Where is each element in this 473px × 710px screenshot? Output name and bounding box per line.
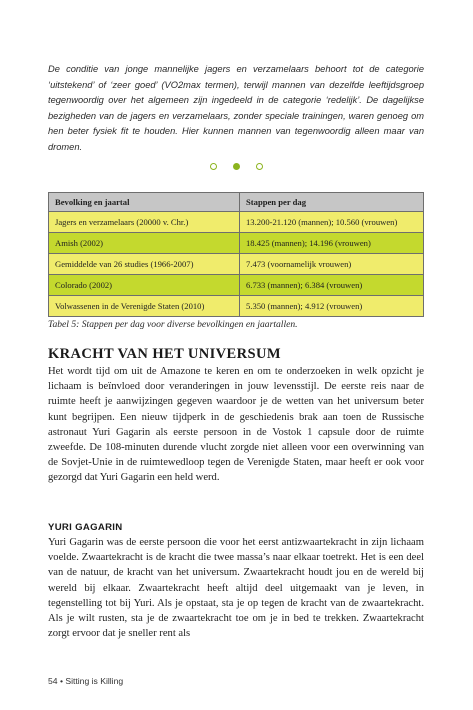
section-body: Het wordt tijd om uit de Amazone te keren en om te onderzoeken in welk opzicht je lichaam is beïnvloed door veranderingen in jouw levensstijl. De eerste reis naar de ruimte heeft je aanwijzingen gegeven waardoor je de wetten van het universum beter kunt begrijpen. Een nieuw tijdperk in de geschiedenis brak aan toen de Russische astronaut Yuri Gagarin als eerste persoon in de Vostok 1 capsule door de ruimte zweefde. De 108-minuten durende vlucht zorgde niet alleen voor een overwinning van de Sovjet-Unie in de ruimtewedloop tegen de Verenigde Staten, maar heeft er ook voor gezorgd dat Yuri Gagarin een held werd. — [48, 366, 424, 484]
table-row — [49, 233, 424, 254]
cell-steps: 5.350 (mannen); 4.912 (vrouwen) — [240, 296, 424, 317]
cell-population: Colorado (2002) — [49, 275, 240, 296]
table-row — [49, 275, 424, 296]
cell-population: Volwassenen in de Verenigde Staten (2010) — [49, 296, 240, 317]
steps-table — [48, 192, 424, 317]
cell-population: Gemiddelde van 26 studies (1966-2007) — [49, 254, 240, 275]
book-title: Sitting is Killing — [65, 676, 124, 686]
intro-paragraph: De conditie van jonge mannelijke jagers en verzamelaars behoort tot de categorie ‘uitstekend’ of ‘zeer goed’ (VO2max termen), terwijl mannen van dezelfde leeftijdsgroep tegenwoordig over het algemeen zijn ingedeeld in de categorie ‘redelijk’. De dagelijkse bezigheden van de jagers en verzamelaars, zonder speciale trainingen, waren genoeg om hen beter fysiek fit te houden. Hier kunnen mannen van tegenwoordig alleen maar van dromen. — [48, 64, 424, 152]
page-number: 54 — [48, 676, 58, 686]
cell-steps: 13.200-21.120 (mannen); 10.560 (vrouwen) — [240, 212, 424, 233]
divider-dot-filled-icon — [233, 163, 240, 170]
table-header-row — [49, 193, 424, 212]
page-footer — [48, 676, 123, 686]
subsection-heading: YURI GAGARIN — [48, 522, 123, 533]
divider-dot-outline-icon — [210, 163, 217, 170]
table-row — [49, 296, 424, 317]
footer-bullet: • — [59, 676, 63, 686]
cell-steps: 18.425 (mannen); 14.196 (vrouwen) — [240, 233, 424, 254]
section-divider — [0, 163, 473, 170]
table-row — [49, 212, 424, 233]
subsection-body: Yuri Gagarin was de eerste persoon die voor het eerst antizwaartekracht in zijn lichaam voelde. Zwaartekracht is de kracht die twee massa’s naar elkaar toetrekt. Het is een deel van de natuur, de kracht van het universum. Zwaartekracht houdt jou en de wereld bij wereld bij elkaar. Zwaartekracht heeft altijd deel uitgemaakt van je leven, in tegenstelling tot bij Yuri. Als je opstaat, sta je op tegen de kracht van de zwaartekracht. Als je wilt rusten, sta je de zwaartekracht toe om je in bed te trekken. Zwaartekracht zorgt ervoor dat je sneller rent als — [48, 537, 424, 640]
cell-steps: 7.473 (voornamelijk vrouwen) — [240, 254, 424, 275]
cell-steps: 6.733 (mannen); 6.384 (vrouwen) — [240, 275, 424, 296]
section-heading: KRACHT VAN HET UNIVERSUM — [48, 346, 281, 362]
column-header-population: Bevolking en jaartal — [49, 193, 240, 212]
column-header-steps: Stappen per dag — [240, 193, 424, 212]
cell-population: Amish (2002) — [49, 233, 240, 254]
table-row — [49, 254, 424, 275]
table-caption: Tabel 5: Stappen per dag voor diverse bevolkingen en jaartallen. — [48, 319, 298, 330]
divider-dot-outline-icon — [256, 163, 263, 170]
cell-population: Jagers en verzamelaars (20000 v. Chr.) — [49, 212, 240, 233]
